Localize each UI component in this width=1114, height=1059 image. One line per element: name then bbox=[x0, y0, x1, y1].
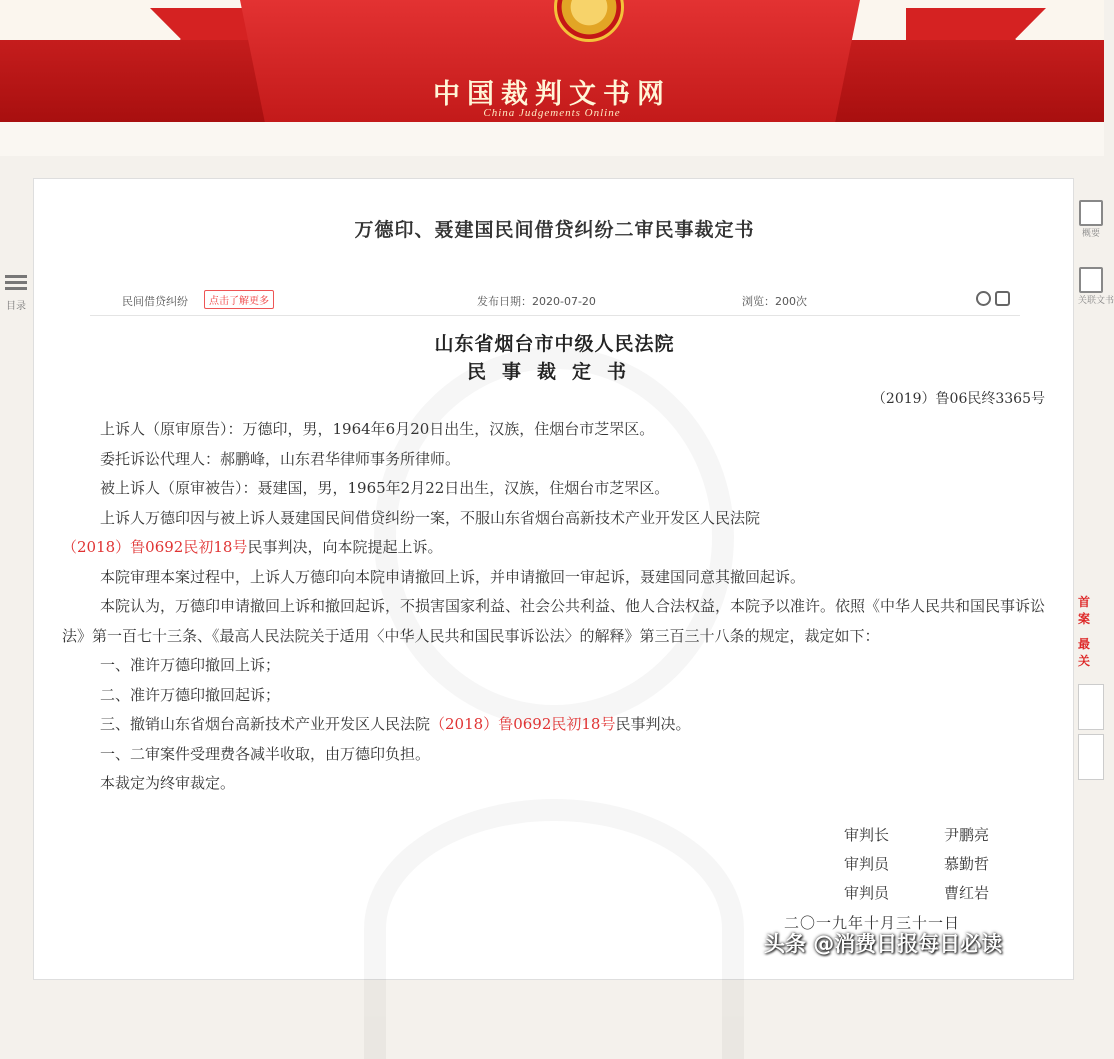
source-watermark: 头条 @消费日报每日必读 bbox=[764, 932, 1003, 956]
signer-row bbox=[844, 821, 989, 850]
paragraph: 本裁定为终审裁定。 bbox=[100, 774, 236, 792]
paragraph: 委托诉讼代理人：郝鹏峰，山东君华律师事务所律师。 bbox=[100, 449, 461, 468]
toc-label: 目录 bbox=[6, 301, 26, 312]
signers bbox=[844, 821, 989, 908]
signer-name: 曹红岩 bbox=[944, 884, 990, 902]
signer-role: 审判员 bbox=[844, 855, 890, 873]
paragraph: 一、准许万德印撤回上诉； bbox=[100, 656, 281, 674]
document-kind: 民事裁定书 bbox=[466, 361, 642, 383]
pencil-icon[interactable] bbox=[1078, 734, 1104, 780]
case-cause[interactable]: 民间借贷纠纷 bbox=[122, 295, 188, 308]
paragraph: 本院审理本案过程中，上诉人万德印向本院申请撤回上诉，并申请撤回一审起诉，聂建国同意其撤回起诉。 bbox=[100, 567, 806, 586]
paragraph: 二、准许万德印撤回起诉； bbox=[100, 685, 281, 704]
pen-icon[interactable] bbox=[1078, 684, 1104, 730]
print-icon[interactable] bbox=[995, 291, 1010, 306]
banner-strip bbox=[0, 122, 1104, 156]
related-docs-tool[interactable] bbox=[1078, 267, 1114, 306]
site-banner bbox=[0, 0, 1104, 122]
summary-tool[interactable] bbox=[1078, 200, 1104, 239]
signer-row bbox=[844, 850, 989, 879]
court-name: 山东省烟台市中级人民法院 bbox=[434, 333, 675, 355]
paragraph: 一、二审案件受理费各减半收取，由万德印负担。 bbox=[100, 744, 431, 763]
document-paper bbox=[33, 178, 1074, 980]
paragraph: 本院认为，万德印申请撤回上诉和撤回起诉，不损害国家利益、社会公共利益、他人合法权益，本院予以准许。依照《中华人民共和国民事诉讼法》第一百七十三条、《最高人民法院关于适用〈中华人民共和国民事诉讼法〉的解释》第三百三十八条的规定，裁定如下： bbox=[62, 597, 1046, 645]
paragraph: 被上诉人（原审被告）：聂建国，男，1965年2月22日出生，汉族，住烟台市芝罘区。 bbox=[100, 479, 670, 497]
related-docs-icon[interactable] bbox=[1079, 267, 1103, 293]
sign-date: 二〇一九年十月三十一日 bbox=[784, 914, 961, 932]
signer-name: 慕勤哲 bbox=[944, 855, 990, 873]
paragraph-tail: 民事判决，向本院提起上诉。 bbox=[247, 538, 443, 556]
paragraph: 上诉人万德印因与被上诉人聂建国民间借贷纠纷一案，不服山东省烟台高新技术产业开发区人民法院 bbox=[100, 508, 761, 527]
signer-row bbox=[844, 879, 989, 908]
toc-tool[interactable] bbox=[0, 272, 32, 312]
paragraph: 上诉人（原审原告）：万德印，男，1964年6月20日出生，汉族，住烟台市芝罘区。 bbox=[100, 420, 655, 438]
summary-icon[interactable] bbox=[1079, 200, 1103, 226]
right-note-2[interactable]: 最 关 bbox=[1078, 637, 1091, 668]
paragraph bbox=[62, 710, 1047, 740]
collect-icon[interactable] bbox=[976, 291, 991, 306]
right-note-1[interactable]: 首 案 bbox=[1078, 595, 1091, 626]
court-seal-watermark-lower bbox=[364, 799, 744, 1059]
related-docs-label: 关联文书 bbox=[1078, 296, 1114, 306]
doc-actions bbox=[976, 291, 1014, 309]
case-number: （2019）鲁06民终3365号 bbox=[871, 391, 1045, 407]
document-meta bbox=[34, 289, 1075, 315]
cause-badge[interactable]: 点击了解更多 bbox=[204, 290, 274, 309]
paragraph-head: 三、撤销山东省烟台高新技术产业开发区人民法院 bbox=[100, 715, 431, 733]
summary-label: 概要 bbox=[1081, 229, 1100, 239]
signer-role: 审判员 bbox=[844, 884, 890, 902]
publish-date: 发布日期：2020-07-20 bbox=[477, 295, 596, 308]
site-subtitle: China Judgements Online bbox=[483, 107, 621, 119]
paragraph bbox=[62, 533, 1047, 563]
signer-role: 审判长 bbox=[844, 826, 890, 844]
menu-icon[interactable] bbox=[5, 275, 27, 297]
case-ref-link[interactable]: （2018）鲁0692民初18号 bbox=[430, 715, 616, 733]
meta-divider bbox=[90, 315, 1020, 316]
document-body bbox=[62, 415, 1047, 799]
view-count: 浏览：200次 bbox=[742, 295, 807, 308]
right-toolbar bbox=[1078, 200, 1114, 780]
site-title[interactable]: 中国裁判文书网 bbox=[433, 79, 671, 110]
document-title: 万德印、聂建国民间借贷纠纷二审民事裁定书 bbox=[354, 219, 755, 241]
signer-name: 尹鹏亮 bbox=[944, 826, 990, 844]
paragraph-tail: 民事判决。 bbox=[615, 715, 691, 733]
case-ref-link[interactable]: （2018）鲁0692民初18号 bbox=[62, 538, 248, 556]
